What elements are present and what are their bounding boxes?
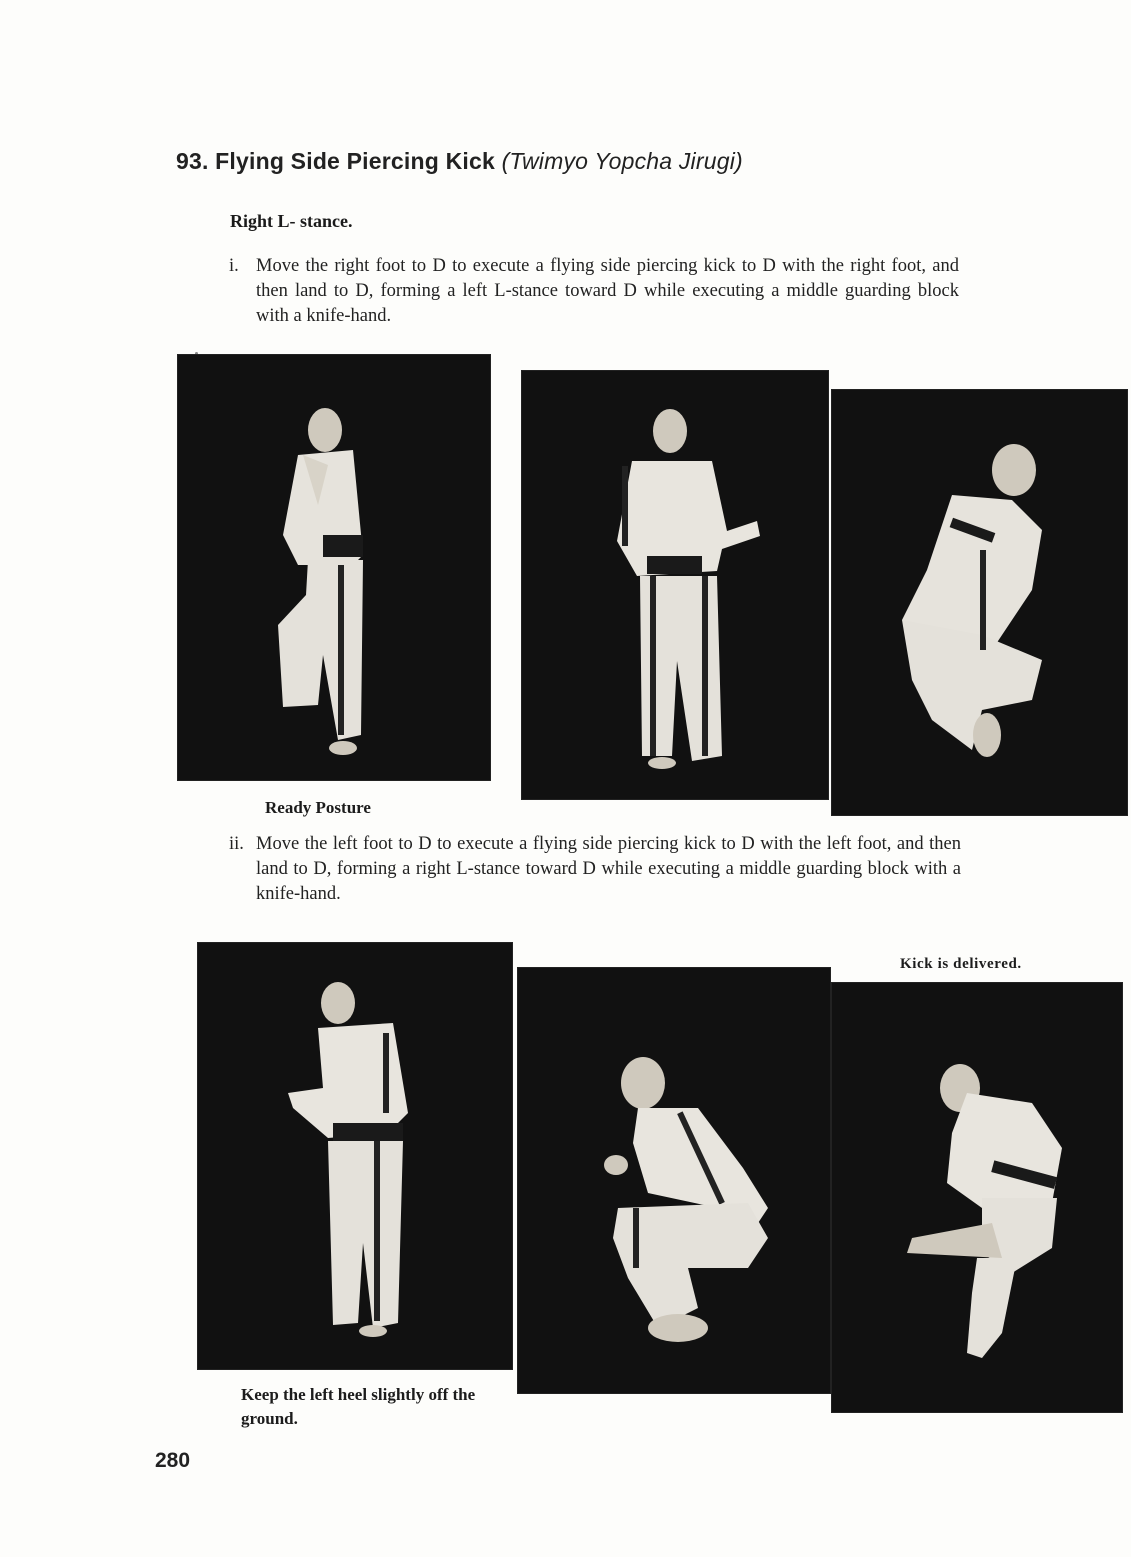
figure-jump-tuck-icon [832, 390, 1127, 815]
photo-step-forward [522, 371, 828, 799]
step-text: Move the right foot to D to execute a flying side piercing kick to D with the right foot, and then land to D, forming a left L-stance toward D while executing a middle guarding block with a knife-hand. [256, 256, 959, 326]
step-numeral: ii. [229, 834, 244, 854]
page-number: 280 [155, 1449, 191, 1472]
figure-stepping-icon [522, 371, 828, 799]
heading-title: Flying Side Piercing Kick [215, 148, 495, 174]
starting-stance: Right L- stance. [230, 211, 353, 231]
figure-crouch-jump-icon [518, 968, 830, 1393]
figure-side-kick-icon [832, 983, 1122, 1412]
photo-crouch-jump [518, 968, 830, 1393]
photo-kick-delivered [832, 983, 1122, 1412]
step-1 [229, 254, 959, 329]
caption-ready-posture: Ready Posture [265, 798, 371, 817]
heading-subtitle: (Twimyo Yopcha Jirugi) [501, 148, 743, 174]
photo-ready-posture [178, 355, 490, 780]
caption-kick-delivered: Kick is delivered. [900, 956, 1022, 972]
step-2 [229, 832, 961, 907]
section-heading [176, 148, 743, 175]
figure-standing-fists-icon [198, 943, 512, 1369]
photo-heel-raised [198, 943, 512, 1369]
figure-standing-guard-icon [178, 355, 490, 780]
heading-number: 93. [176, 148, 209, 174]
photo-jump-tuck [832, 390, 1127, 815]
step-text: Move the left foot to D to execute a flying side piercing kick to D with the left foot, and then land to D, forming a right L-stance toward D while executing a middle guarding block with a knife-hand. [256, 834, 961, 904]
caption-heel-raised: Keep the left heel slightly off the ground. [241, 1385, 476, 1428]
step-numeral: i. [229, 256, 239, 276]
